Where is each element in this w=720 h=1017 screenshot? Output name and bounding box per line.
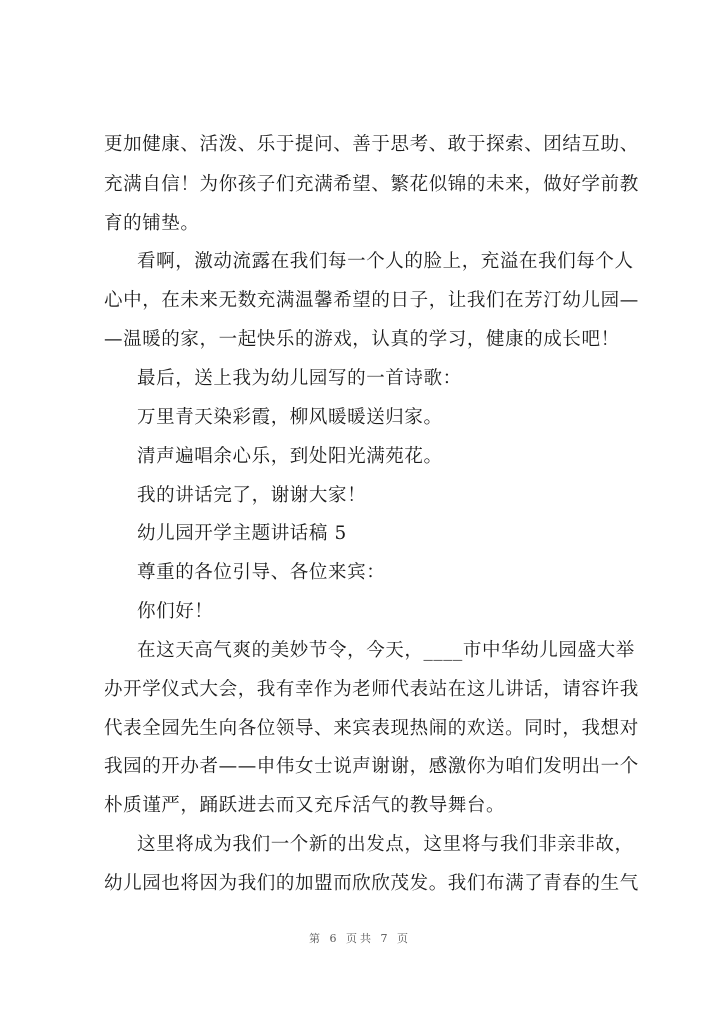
text-line: 充满自信！为你孩子们充满希望、繁花似锦的未来，做好学前教 bbox=[104, 174, 639, 195]
text-line: 代表全园先生向各位领导、来宾表现热闹的欢送。同时，我想对 bbox=[104, 718, 639, 739]
text-line: 心中，在未来无数充满温馨希望的日子，让我们在芳汀幼儿园— bbox=[104, 290, 639, 311]
text-line: 幼儿园也将因为我们的加盟而欣欣茂发。我们布满了青春的生气 bbox=[104, 873, 639, 894]
paragraph-start-line: 在这天高气爽的美妙节令，今天，____市中华幼儿园盛大举 bbox=[137, 640, 635, 661]
text-line: 我园的开办者——申伟女士说声谢谢，感激你为咱们发明出一个 bbox=[104, 756, 639, 777]
section-title: 幼儿园开学主题讲话稿 5 bbox=[137, 523, 347, 544]
paragraph-start-line: 看啊，激动流露在我们每一个人的脸上，充溢在我们每个人 bbox=[137, 251, 634, 272]
page-number-footer: 第 6 页共 7 页 bbox=[309, 932, 411, 945]
poem-line: 万里青天染彩霞，柳风暖暖送归家。 bbox=[137, 407, 443, 428]
text-line: —温暖的家，一起快乐的游戏，认真的学习，健康的成长吧！ bbox=[104, 329, 620, 350]
greeting-line: 你们好！ bbox=[137, 601, 214, 622]
poem-line: 清声遍唱余心乐，到处阳光满苑花。 bbox=[137, 446, 443, 467]
paragraph-start-line: 这里将成为我们一个新的出发点，这里将与我们非亲非故， bbox=[137, 834, 634, 855]
salutation-line: 尊重的各位引导、各位来宾： bbox=[137, 562, 386, 583]
text-line: 育的铺垫。 bbox=[104, 213, 200, 234]
closing-line: 我的讲话完了，谢谢大家！ bbox=[137, 485, 367, 506]
paragraph-start-line: 最后，送上我为幼儿园写的一首诗歌： bbox=[137, 368, 462, 389]
text-line: 朴质谨严，踊跃进去而又充斥活气的教导舞台。 bbox=[104, 795, 506, 816]
text-line: 更加健康、活泼、乐于提问、善于思考、敢于探索、团结互助、 bbox=[104, 134, 639, 155]
text-line: 办开学仪式大会，我有幸作为老师代表站在这儿讲话，请容许我 bbox=[104, 679, 639, 700]
